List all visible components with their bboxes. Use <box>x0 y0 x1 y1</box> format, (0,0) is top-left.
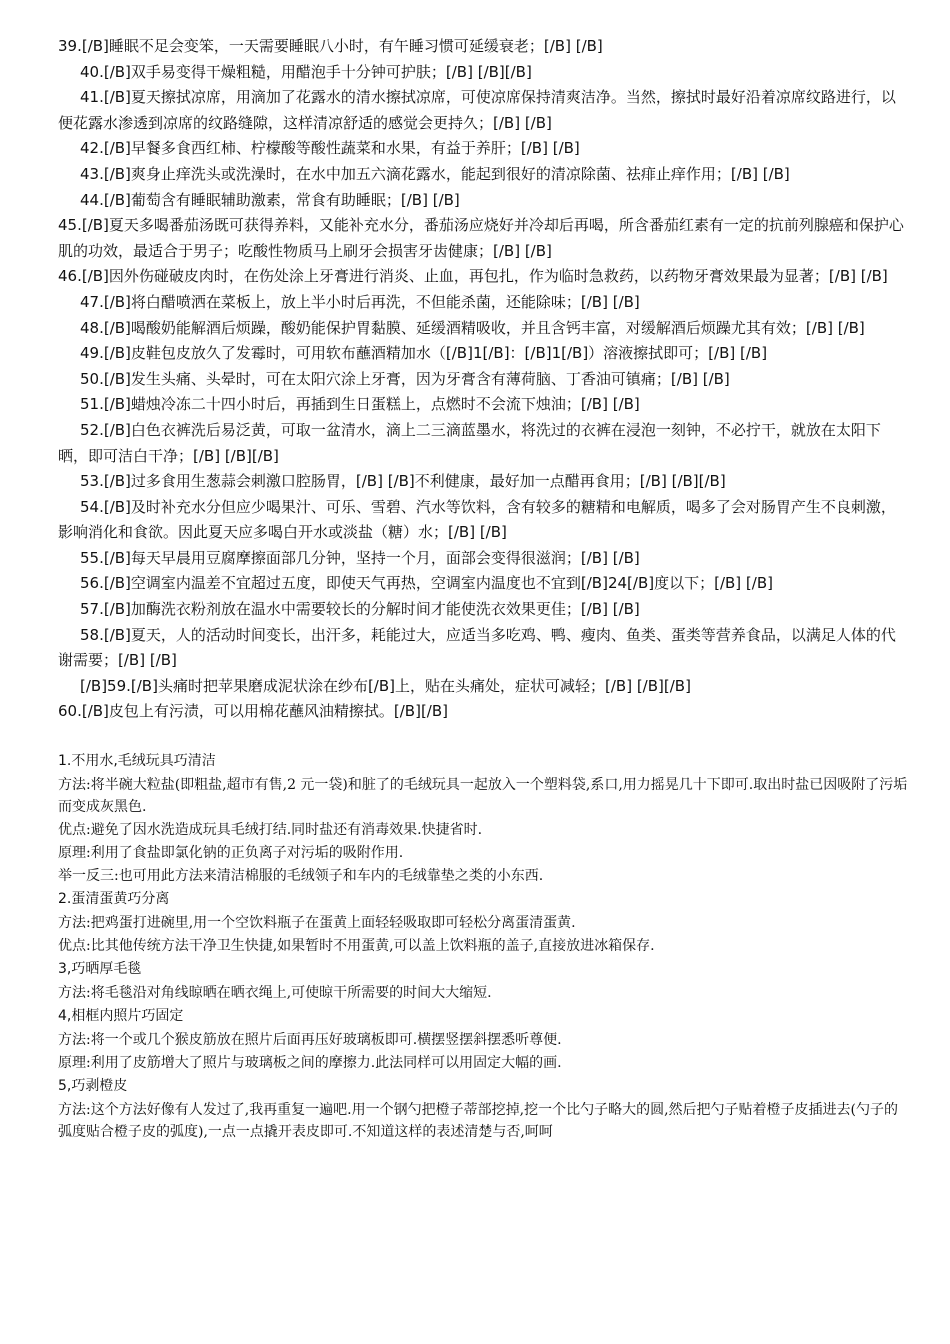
trick-line: 原理:利用了食盐即氯化钠的正负离子对污垢的吸附作用. <box>58 845 404 862</box>
tip-57: 57.[/B]加酶洗衣粉剂放在温水中需要较长的分解时间才能使洗衣效果更佳；[/B] [/B] <box>80 600 640 619</box>
trick-line: 方法:这个方法好像有人发过了,我再重复一遍吧.用一个钢勺把橙子蒂部挖掉,挖一个比勺子略大的圆,然后把勺子贴着橙子皮插进去(勺子的弧度贴合橙子皮的弧度),一点一点撬开表皮即可.不知道这样的表述清楚与否,呵呵 <box>58 1102 898 1141</box>
trick-title: 5,巧剥橙皮 <box>58 1078 128 1095</box>
tip-47: 47.[/B]将白醋喷洒在菜板上，放上半小时后再洗，不但能杀菌，还能除味；[/B] [/B] <box>80 292 640 311</box>
tip-44: 44.[/B]葡萄含有睡眠辅助激素，常食有助睡眠；[/B] [/B] <box>80 190 460 209</box>
tip-50: 50.[/B]发生头痛、头晕时，可在太阳穴涂上牙膏，因为牙膏含有薄荷脑、丁香油可镇痛；[/B] [/B] <box>80 369 730 388</box>
trick-line: 举一反三:也可用此方法来清洁棉服的毛绒领子和车内的毛绒靠垫之类的小东西. <box>58 868 544 885</box>
tricks-section <box>58 749 910 1143</box>
tip-40: 40.[/B]双手易变得干燥粗糙，用醋泡手十分钟可护肤；[/B] [/B][/B] <box>80 62 532 81</box>
trick-line: 方法:将半碗大粒盐(即粗盐,超市有售,2 元一袋)和脏了的毛绒玩具一起放入一个塑料袋,系口,用力摇晃几十下即可.取出时盐已因吸附了污垢而变成灰黑色. <box>58 777 908 816</box>
tip-45: 45.[/B]夏天多喝番茄汤既可获得养料，又能补充水分，番茄汤应烧好并冷却后再喝，所含番茄红素有一定的抗前列腺癌和保护心肌的功效，最适合于男子；吃酸性物质马上刷牙会损害牙齿健康；[/B] [/B] <box>58 216 904 260</box>
tip-48: 48.[/B]喝酸奶能解酒后烦躁，酸奶能保护胃黏膜、延缓酒精吸收，并且含钙丰富，对缓解酒后烦躁尤其有效；[/B] [/B] <box>80 318 865 337</box>
tip-53: 53.[/B]过多食用生葱蒜会刺激口腔肠胃，[/B] [/B]不利健康，最好加一点醋再食用；[/B] [/B][/B] <box>80 472 726 491</box>
tip-55: 55.[/B]每天早晨用豆腐摩擦面部几分钟，坚持一个月，面部会变得很滋润；[/B] [/B] <box>80 548 640 567</box>
document-page <box>58 34 910 1143</box>
tip-59: [/B]59.[/B]头痛时把苹果磨成泥状涂在纱布[/B]上，贴在头痛处，症状可减轻；[/B] [/B][/B] <box>80 676 691 695</box>
tip-41: 41.[/B]夏天擦拭凉席，用滴加了花露水的清水擦拭凉席，可使凉席保持清爽洁净。当然，擦拭时最好沿着凉席纹路进行，以便花露水渗透到凉席的纹路缝隙，这样清凉舒适的感觉会更持久；[/B] [/B] <box>58 88 896 132</box>
tip-51: 51.[/B]蜡烛冷冻二十四小时后，再插到生日蛋糕上，点燃时不会流下烛油；[/B] [/B] <box>80 395 640 414</box>
trick-line: 优点:避免了因水洗造成玩具毛绒打结.同时盐还有消毒效果.快捷省时. <box>58 822 483 839</box>
tip-58: 58.[/B]夏天，人的活动时间变长，出汗多，耗能过大，应适当多吃鸡、鸭、瘦肉、鱼类、蛋类等营养食品，以满足人体的代谢需要；[/B] [/B] <box>58 625 896 670</box>
trick-line: 方法:把鸡蛋打进碗里,用一个空饮料瓶子在蛋黄上面轻轻吸取即可轻松分离蛋清蛋黄. <box>58 915 576 932</box>
tip-39: 39.[/B]睡眠不足会变笨，一天需要睡眠八小时，有午睡习惯可延缓衰老；[/B] [/B] <box>58 37 603 55</box>
tip-46: 46.[/B]因外伤碰破皮肉时，在伤处涂上牙膏进行消炎、止血，再包扎，作为临时急救药，以药物牙膏效果最为显著；[/B] [/B] <box>58 267 888 286</box>
tip-42: 42.[/B]早餐多食西红柿、柠檬酸等酸性蔬菜和水果，有益于养肝；[/B] [/B] <box>80 139 580 158</box>
trick-line: 方法:将毛毯沿对角线晾晒在晒衣绳上,可使晾干所需要的时间大大缩短. <box>58 985 492 1002</box>
tips-list <box>58 34 910 725</box>
tip-54: 54.[/B]及时补充水分但应少喝果汁、可乐、雪碧、汽水等饮料，含有较多的糖精和电解质，喝多了会对肠胃产生不良刺激，影响消化和食欲。因此夏天应多喝白开水或淡盐（糖）水；[/B] [/B] <box>58 497 896 542</box>
tip-43: 43.[/B]爽身止痒洗头或洗澡时，在水中加五六滴花露水，能起到很好的清凉除菌、祛痱止痒作用；[/B] [/B] <box>80 164 790 183</box>
trick-title: 4,相框内照片巧固定 <box>58 1008 184 1025</box>
tip-49: 49.[/B]皮鞋包皮放久了发霉时，可用软布蘸酒精加水（[/B]1[/B]：[/B]1[/B]）溶液擦拭即可；[/B] [/B] <box>80 344 768 363</box>
trick-line: 优点:比其他传统方法干净卫生快捷,如果暂时不用蛋黄,可以盖上饮料瓶的盖子,直接放进冰箱保存. <box>58 938 655 955</box>
tip-56: 56.[/B]空调室内温差不宜超过五度，即使天气再热，空调室内温度也不宜到[/B]24[/B]度以下；[/B] [/B] <box>80 574 773 593</box>
tip-60: 60.[/B]皮包上有污渍，可以用棉花蘸风油精擦拭。[/B][/B] <box>58 702 449 721</box>
trick-title: 2.蛋清蛋黄巧分离 <box>58 891 170 908</box>
trick-title: 1.不用水,毛绒玩具巧清洁 <box>58 753 216 770</box>
trick-line: 方法:将一个或几个猴皮筋放在照片后面再压好玻璃板即可.横摆竖摆斜摆悉听尊便. <box>58 1032 562 1049</box>
trick-title: 3,巧晒厚毛毯 <box>58 961 142 978</box>
tip-52: 52.[/B]白色衣裤洗后易泛黄，可取一盆清水，滴上二三滴蓝墨水，将洗过的衣裤在浸泡一刻钟，不必拧干，就放在太阳下晒，即可洁白干净；[/B] [/B][/B] <box>58 420 881 465</box>
trick-line: 原理:利用了皮筋增大了照片与玻璃板之间的摩擦力.此法同样可以用固定大幅的画. <box>58 1055 562 1072</box>
